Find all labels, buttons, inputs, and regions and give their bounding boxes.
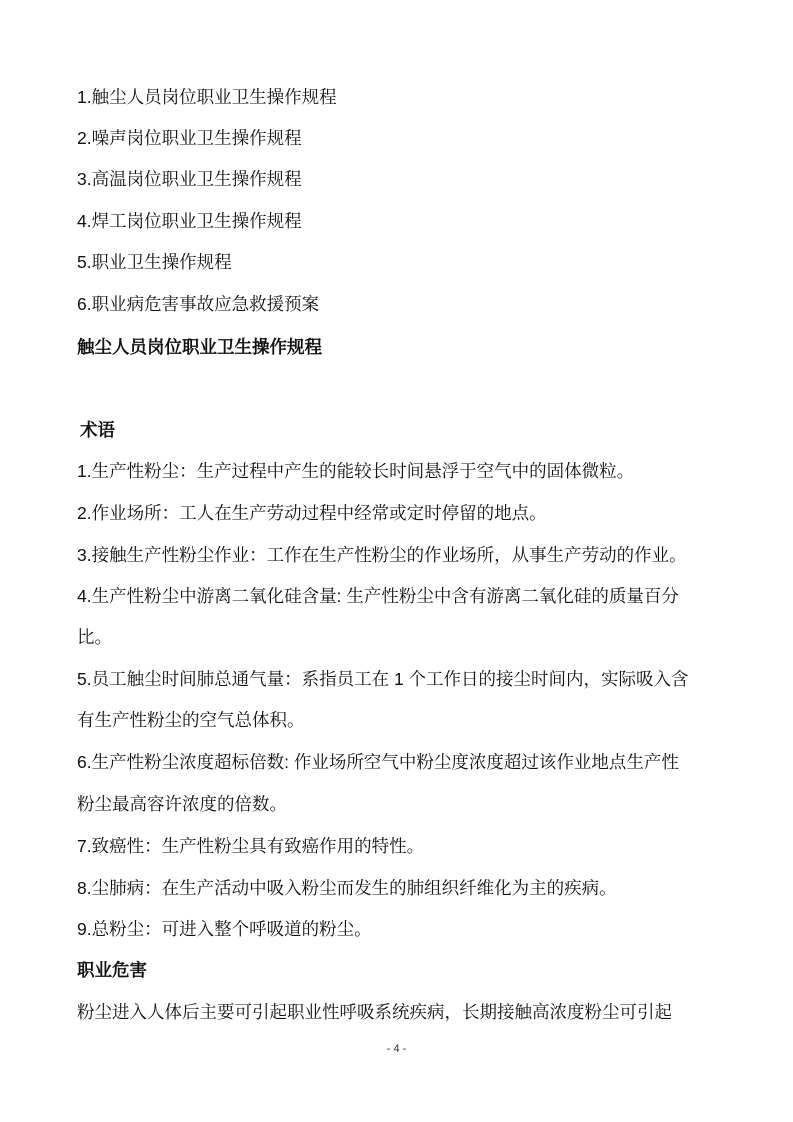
toc-item: 2.噪声岗位职业卫生操作规程: [77, 128, 302, 148]
term-line: 5.员工触尘时间肺总通气量：系指员工在 1 个工作日的接尘时间内，实际吸入含: [77, 669, 689, 689]
term-line: 粉尘最高容许浓度的倍数。: [77, 794, 287, 814]
term-line: 6.生产性粉尘浓度超标倍数: 作业场所空气中粉尘度浓度超过该作业地点生产性: [77, 752, 679, 772]
term-line: 有生产性粉尘的空气总体积。: [77, 710, 305, 730]
term-line: 3.接触生产性粉尘作业：工作在生产性粉尘的作业场所，从事生产劳动的作业。: [77, 545, 687, 565]
hazard-line: 粉尘进入人体后主要可引起职业性呼吸系统疾病，长期接触高浓度粉尘可引起: [77, 1002, 672, 1022]
term-line: 7.致癌性：生产性粉尘具有致癌作用的特性。: [77, 836, 425, 856]
term-line: 9.总粉尘：可进入整个呼吸道的粉尘。: [77, 919, 372, 939]
term-line: 8.尘肺病：在生产活动中吸入粉尘而发生的肺组织纤维化为主的疾病。: [77, 878, 617, 898]
toc-item: 4.焊工岗位职业卫生操作规程: [77, 211, 302, 231]
toc-item: 1.触尘人员岗位职业卫生操作规程: [77, 87, 337, 107]
term-line: 2.作业场所：工人在生产劳动过程中经常或定时停留的地点。: [77, 503, 547, 523]
page-number: - 4 -: [386, 1043, 407, 1055]
toc-item: 5.职业卫生操作规程: [77, 252, 232, 272]
section-title: 触尘人员岗位职业卫生操作规程: [77, 337, 322, 357]
hazard-heading: 职业危害: [77, 960, 147, 980]
term-line: 1.生产性粉尘：生产过程中产生的能较长时间悬浮于空气中的固体微粒。: [77, 461, 635, 481]
terms-heading: 术语: [80, 420, 115, 440]
toc-item: 6.职业病危害事故应急救援预案: [77, 294, 320, 314]
toc-item: 3.高温岗位职业卫生操作规程: [77, 169, 302, 189]
term-line: 4.生产性粉尘中游离二氧化硅含量: 生产性粉尘中含有游离二氧化硅的质量百分: [77, 586, 679, 606]
term-line: 比。: [77, 627, 112, 647]
